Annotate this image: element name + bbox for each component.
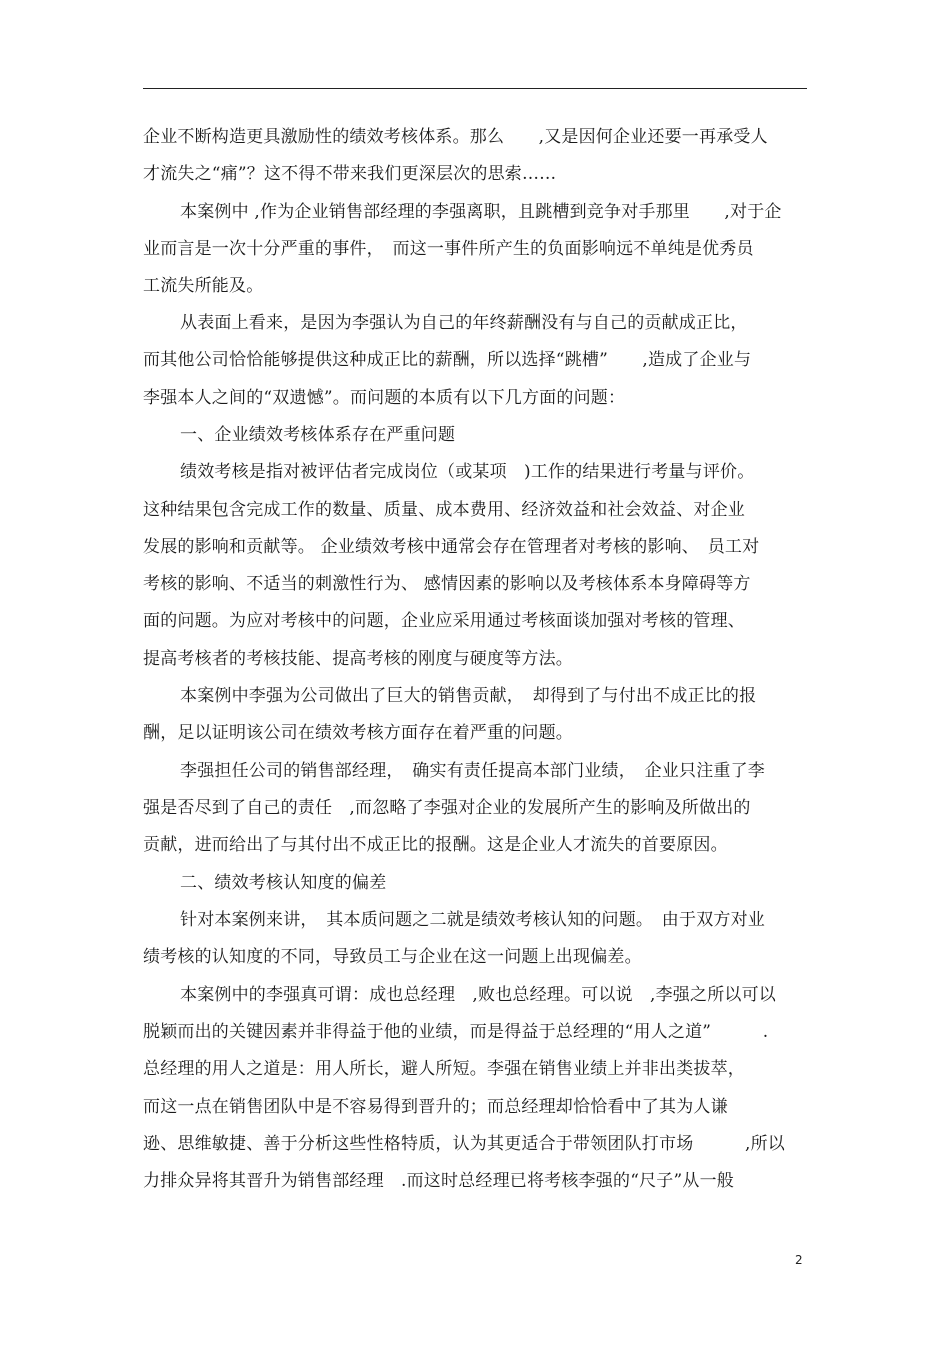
section-heading: 一、企业绩效考核体系存在严重问题: [180, 425, 456, 445]
body-line: 总经理的用人之道是：用人所长，避人所短。李强在销售业绩上并非出类拔萃，: [143, 1059, 745, 1079]
body-line: 企业不断构造更具激励性的绩效考核体系。那么 ,又是因何企业还要一再承受人: [143, 127, 768, 147]
body-line: 才流失之“痛”？这不得不带来我们更深层次的思索……: [143, 164, 557, 184]
body-line: 强是否尽到了自己的责任 ,而忽略了李强对企业的发展所产生的影响及所做出的: [143, 798, 751, 818]
body-line: 而其他公司恰恰能够提供这种成正比的薪酬，所以选择“跳槽” ,造成了企业与: [143, 350, 752, 370]
body-line: 而这一点在销售团队中是不容易得到晋升的；而总经理却恰恰看中了其为人谦: [143, 1097, 728, 1117]
body-line: 业而言是一次十分严重的事件， 而这一事件所产生的负面影响远不单纯是优秀员: [143, 239, 754, 259]
body-line: 贡献，进而给出了与其付出不成正比的报酬。这是企业人才流失的首要原因。: [143, 835, 728, 855]
body-line: 李强本人之间的“双遗憾”。而问题的本质有以下几方面的问题：: [143, 388, 626, 408]
page-number: 2: [795, 1253, 803, 1267]
body-line: 考核的影响、不适当的刺激性行为、 感情因素的影响以及考核体系本身障碍等方: [143, 574, 751, 594]
body-line: 针对本案例来讲， 其本质问题之二就是绩效考核认知的问题。 由于双方对业: [180, 910, 765, 930]
body-line: 本案例中 ,作为企业销售部经理的李强离职，且跳槽到竞争对手那里 ,对于企: [180, 202, 782, 222]
body-line: 绩考核的认知度的不同，导致员工与企业在这一问题上出现偏差。: [143, 947, 642, 967]
header-rule: [143, 88, 807, 89]
body-line: 面的问题。为应对考核中的问题，企业应采用通过考核面谈加强对考核的管理、: [143, 611, 745, 631]
body-line: 本案例中的李强真可谓：成也总经理 ,败也总经理。可以说 ,李强之所以可以: [180, 985, 777, 1005]
body-line: 酬，足以证明该公司在绩效考核方面存在着严重的问题。: [143, 723, 573, 743]
body-line: 李强担任公司的销售部经理， 确实有责任提高本部门业绩， 企业只注重了李: [180, 761, 765, 781]
body-line: 提高考核者的考核技能、提高考核的刚度与硬度等方法。: [143, 649, 573, 669]
body-line: 这种结果包含完成工作的数量、质量、成本费用、经济效益和社会效益、对企业: [143, 500, 745, 520]
section-heading: 二、绩效考核认知度的偏差: [180, 873, 387, 893]
body-line: 绩效考核是指对被评估者完成岗位（或某项 )工作的结果进行考量与评价。: [180, 462, 755, 482]
body-line: 力排众异将其晋升为销售部经理 .而这时总经理已将考核李强的“尺子”从一般: [143, 1171, 734, 1191]
body-line: 工流失所能及。: [143, 276, 264, 296]
body-line: 从表面上看来，是因为李强认为自己的年终薪酬没有与自己的贡献成正比，: [180, 313, 748, 333]
body-line: 本案例中李强为公司做出了巨大的销售贡献， 却得到了与付出不成正比的报: [180, 686, 757, 706]
body-line: 逊、思维敏捷、善于分析这些性格特质，认为其更适合于带领团队打市场 ,所以: [143, 1134, 786, 1154]
body-line: 发展的影响和贡献等。 企业绩效考核中通常会存在管理者对考核的影响、 员工对: [143, 537, 760, 557]
body-line: 脱颖而出的关键因素并非得益于他的业绩，而是得益于总经理的“用人之道” .: [143, 1022, 769, 1042]
